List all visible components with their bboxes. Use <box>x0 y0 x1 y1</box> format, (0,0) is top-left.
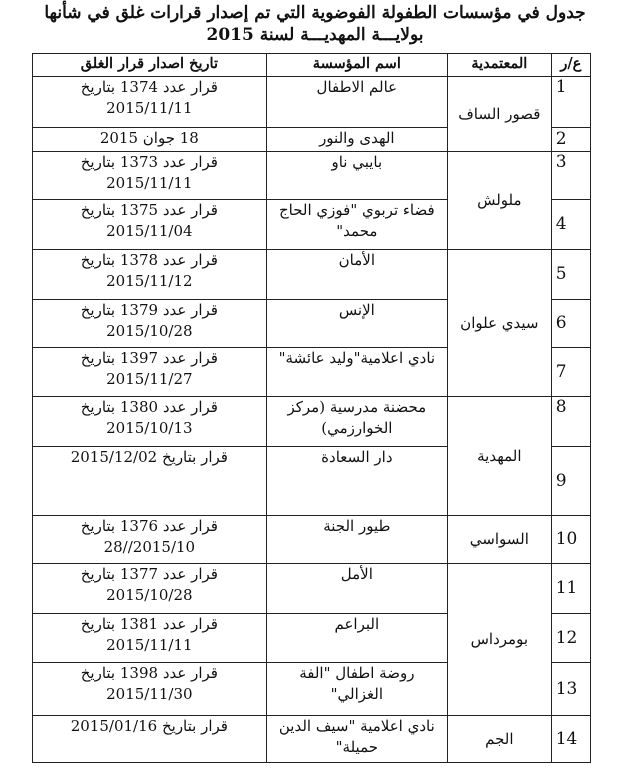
decision-cell: قرار عدد 1373 بتاريخ 2015/11/11 <box>33 152 267 200</box>
institution-cell: الهدى والنور <box>266 128 447 152</box>
document-title <box>0 2 630 46</box>
delegation-cell: ملولش <box>447 152 551 250</box>
institution-cell: دار السعادة <box>266 447 447 516</box>
header-decision: تاريخ اصدار قرار الغلق <box>33 54 267 77</box>
row-number: 7 <box>551 348 590 397</box>
decision-cell: قرار عدد 1375 بتاريخ 2015/11/04 <box>33 200 267 250</box>
institution-cell: الأمل <box>266 564 447 614</box>
row-number: 11 <box>551 564 590 614</box>
decision-cell: قرار عدد 1379 بتاريخ 2015/10/28 <box>33 300 267 348</box>
header-institution: اسم المؤسسة <box>266 54 447 77</box>
delegation-cell: السواسي <box>447 516 551 564</box>
row-number: 5 <box>551 250 590 300</box>
delegation-cell: سيدي علوان <box>447 250 551 397</box>
institution-cell: نادي اعلامية "سيف الدين حميلة" <box>266 716 447 763</box>
row-number: 3 <box>551 152 590 200</box>
decision-cell: قرار بتاريخ 2015/01/16 <box>33 716 267 763</box>
decision-cell: 18 جوان 2015 <box>33 128 267 152</box>
institution-cell: عالم الاطفال <box>266 77 447 128</box>
delegation-cell: بومرداس <box>447 564 551 716</box>
row-number: 2 <box>551 128 590 152</box>
decision-cell: قرار عدد 1398 بتاريخ 2015/11/30 <box>33 663 267 716</box>
delegation-cell: الجم <box>447 716 551 763</box>
table-row <box>33 77 591 128</box>
institution-cell: بايبي ناو <box>266 152 447 200</box>
decision-cell: قرار عدد 1397 بتاريخ 2015/11/27 <box>33 348 267 397</box>
table-row <box>33 716 591 763</box>
title-line-1: جدول في مؤسسات الطفولة الفوضوية التي تم إصدار قرارات غلق في شأنها <box>44 3 586 23</box>
header-num: ع/ر <box>551 54 590 77</box>
row-number: 1 <box>551 77 590 128</box>
row-number: 10 <box>551 516 590 564</box>
institution-cell: الإنس <box>266 300 447 348</box>
institution-cell: فضاء تربوي "فوزي الحاج محمد" <box>266 200 447 250</box>
header-delegation: المعتمدية <box>447 54 551 77</box>
row-number: 12 <box>551 614 590 663</box>
table-row <box>33 564 591 614</box>
closures-table <box>32 53 591 763</box>
delegation-cell: المهدية <box>447 397 551 516</box>
decision-cell: قرار عدد 1374 بتاريخ 2015/11/11 <box>33 77 267 128</box>
institution-cell: الأمان <box>266 250 447 300</box>
decision-cell: قرار عدد 1381 بتاريخ 2015/11/11 <box>33 614 267 663</box>
decision-cell: قرار عدد 1377 بتاريخ 2015/10/28 <box>33 564 267 614</box>
decision-cell: قرار بتاريخ 2015/12/02 <box>33 447 267 516</box>
table-row <box>33 250 591 300</box>
institution-cell: طيور الجنة <box>266 516 447 564</box>
row-number: 8 <box>551 397 590 447</box>
institution-cell: البراعم <box>266 614 447 663</box>
decision-cell: قرار عدد 1378 بتاريخ 2015/11/12 <box>33 250 267 300</box>
table-row <box>33 516 591 564</box>
title-line-2: بولايـــة المهديـــة لسنة 2015 <box>206 25 424 45</box>
table-row <box>33 397 591 447</box>
institution-cell: محضنة مدرسية (مركز الخوارزمي) <box>266 397 447 447</box>
row-number: 4 <box>551 200 590 250</box>
row-number: 14 <box>551 716 590 763</box>
decision-cell: قرار عدد 1380 بتاريخ 2015/10/13 <box>33 397 267 447</box>
row-number: 6 <box>551 300 590 348</box>
row-number: 13 <box>551 663 590 716</box>
institution-cell: نادي اعلامية"وليد عائشة" <box>266 348 447 397</box>
institution-cell: روضة اطفال "الفة الغزالي" <box>266 663 447 716</box>
row-number: 9 <box>551 447 590 516</box>
delegation-cell: قصور الساف <box>447 77 551 152</box>
table-row <box>33 152 591 200</box>
decision-cell: قرار عدد 1376 بتاريخ 2015/10//28 <box>33 516 267 564</box>
table-header-row <box>33 54 591 77</box>
